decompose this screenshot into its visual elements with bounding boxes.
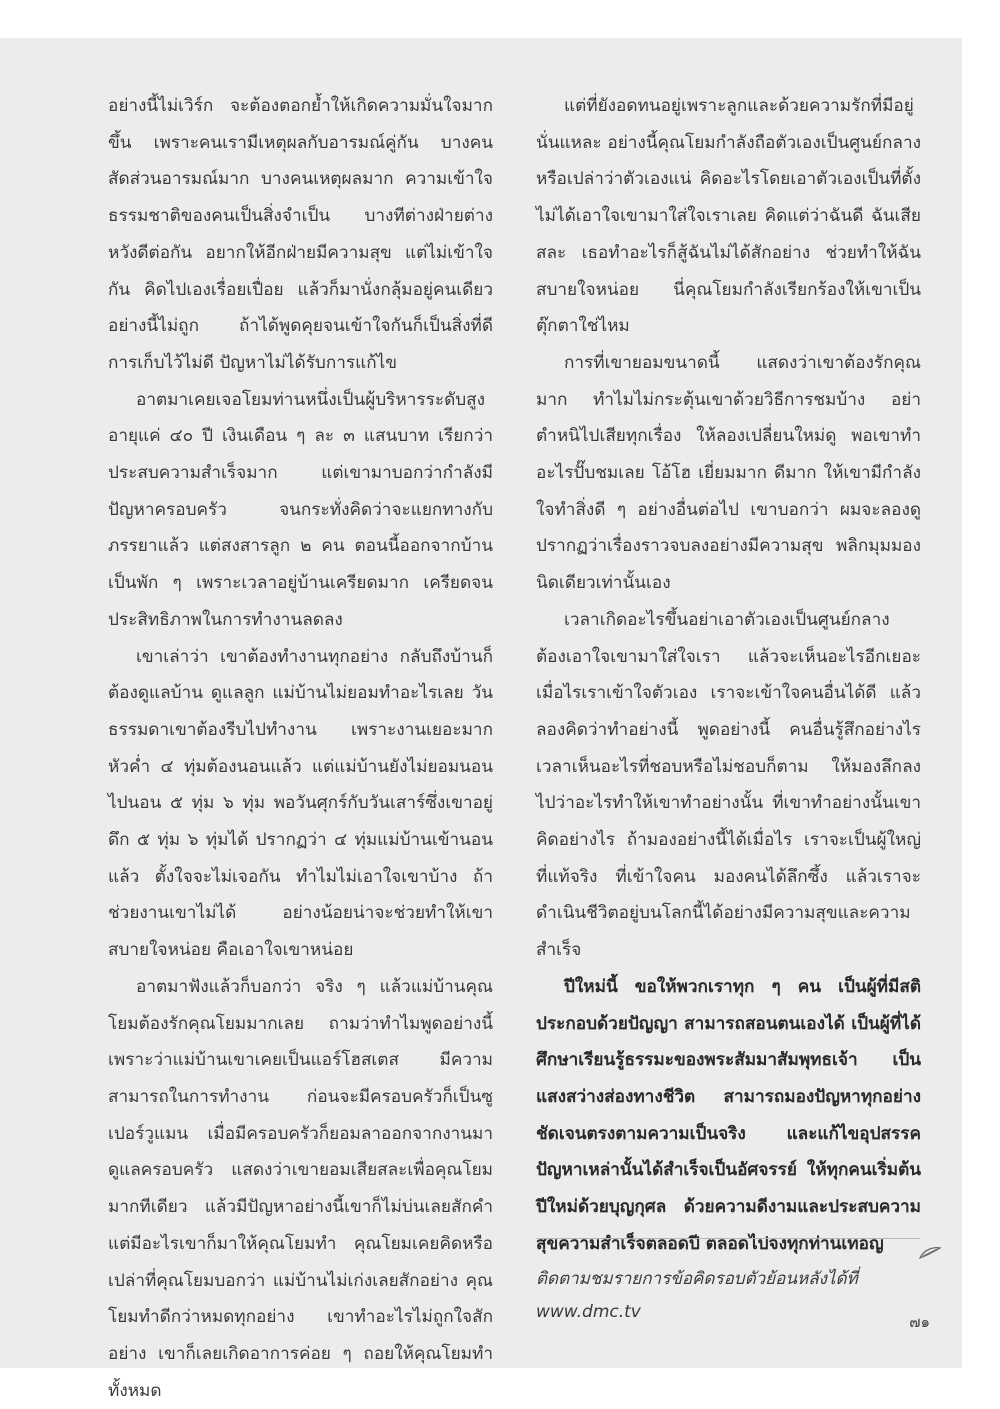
paragraph: อาตมาฟังแล้วก็บอกว่า จริง ๆ แล้วแม่บ้านคุณโยมต้องรักคุณโยมมากเลย ถามว่าทำไมพูดอย่างนี้ เพราะว่าแม่บ้านเขาเคยเป็นแอร์โฮสเตส มีความสามารถในการทำงาน ก่อนจะมีครอบครัวก็เป็นซูเปอร์วูแมน เมื่อมีครอบครัวก็ยอมลาออกจากงานมาดูแลครอบครัว แสดงว่าเขายอมเสียสละเพื่อคุณโยมมากทีเดียว แล้วมีปัญหาอย่างนี้เขาก็ไม่บ่นเลยสักคำ แต่มีอะไรเขาก็มาให้คุณโยมทำ คุณโยมเคยคิดหรือเปล่าที่คุณโยมบอกว่า แม่บ้านไม่เก่งเลยสักอย่าง คุณโยมทำดีกว่าหมดทุกอย่าง เขาทำอะไรไม่ถูกใจสักอย่าง เขาก็เลยเกิดอาการค่อย ๆ ถอยให้คุณโยมทำทั้งหมด bbox=[108, 976, 493, 1401]
footnote-text: ติดตามชมรายการข้อคิดรอบตัวย้อนหลังได้ที่ bbox=[536, 1269, 858, 1289]
footnote-url: www.dmc.tv bbox=[536, 1302, 641, 1322]
footnote bbox=[536, 1263, 926, 1329]
paragraph: เขาเล่าว่า เขาต้องทำงานทุกอย่าง กลับถึงบ้านก็ต้องดูแลบ้าน ดูแลลูก แม่บ้านไม่ยอมทำอะไรเลย วันธรรมดาเขาต้องรีบไปทำงาน เพราะงานเยอะมาก หัวค่ำ ๔ ทุ่มต้องนอนแล้ว แต่แม่บ้านยังไม่ยอมนอนไปนอน ๕ ทุ่ม ๖ ทุ่ม พอวันศุกร์กับวันเสาร์ซึ่งเขาอยู่ดึก ๕ ทุ่ม ๖ ทุ่มได้ ปรากฏว่า ๔ ทุ่มแม่บ้านเข้านอนแล้ว ตั้งใจจะไม่เจอกัน ทำไมไม่เอาใจเขาบ้าง ถ้าช่วยงานเขาไม่ได้ อย่างน้อยน่าจะช่วยทำให้เขาสบายใจหน่อย คือเอาใจเขาหน่อย bbox=[108, 646, 493, 961]
footnote-divider bbox=[536, 1238, 920, 1239]
left-column bbox=[108, 88, 493, 1409]
paragraph: การที่เขายอมขนาดนี้ แสดงว่าเขาต้องรักคุณมาก ทำไมไม่กระตุ้นเขาด้วยวิธีการชมบ้าง อย่าตำหนิไปเสียทุกเรื่อง ให้ลองเปลี่ยนใหม่ดู พอเขาทำอะไรปั๊บชมเลย โอ้โฮ เยี่ยมมาก ดีมาก ให้เขามีกำลังใจทำสิ่งดี ๆ อย่างอื่นต่อไป เขาบอกว่า ผมจะลองดู ปรากฏว่าเรื่องราวจบลงอย่างมีความสุข พลิกมุมมองนิดเดียวเท่านั้นเอง bbox=[536, 352, 921, 594]
paragraph: อย่างนี้ไม่เวิร์ก จะต้องตอกย้ำให้เกิดความมั่นใจมากขึ้น เพราะคนเรามีเหตุผลกับอารมณ์คู่กัน บางคนสัดส่วนอารมณ์มาก บางคนเหตุผลมาก ความเข้าใจธรรมชาติของคนเป็นสิ่งจำเป็น บางทีต่างฝ่ายต่างหวังดีต่อกัน อยากให้อีกฝ่ายมีความสุข แต่ไม่เข้าใจกัน คิดไปเองเรื่อยเปื่อย แล้วก็มานั่งกลุ้มอยู่คนเดียว อย่างนี้ไม่ถูก ถ้าได้พูดคุยจนเข้าใจกันก็เป็นสิ่งที่ดี การเก็บไว้ไม่ดี ปัญหาไม่ได้รับการแก้ไข bbox=[108, 96, 493, 373]
paragraph: อาตมาเคยเจอโยมท่านหนึ่งเป็นผู้บริหารระดับสูง อายุแค่ ๔๐ ปี เงินเดือน ๆ ละ ๓ แสนบาท เรียกว่าประสบความสำเร็จมาก แต่เขามาบอกว่ากำลังมีปัญหาครอบครัว จนกระทั่งคิดว่าจะแยกทางกับภรรยาแล้ว แต่สงสารลูก ๒ คน ตอนนี้ออกจากบ้านเป็นพัก ๆ เพราะเวลาอยู่บ้านเครียดมาก เครียดจนประสิทธิภาพในการทำงานลดลง bbox=[108, 389, 493, 630]
right-column bbox=[536, 88, 921, 1263]
closing-blessing-text: ปีใหม่นี้ ขอให้พวกเราทุก ๆ คน เป็นผู้ที่มีสติประกอบด้วยปัญญา สามารถสอนตนเองได้ เป็นผู้ที่ได้ศึกษาเรียนรู้ธรรมะของพระสัมมาสัมพุทธเจ้า เป็นแสงสว่างส่องทางชีวิต สามารถมองปัญหาทุกอย่างชัดเจนตรงตามความเป็นจริง และแก้ไขอุปสรรคปัญหาเหล่านั้นได้สำเร็จเป็นอัศจรรย์ ให้ทุกคนเริ่มต้นปีใหม่ด้วยบุญกุศล ด้วยความดีงามและประสบความสุขความสำเร็จตลอดปี ตลอดไปจงทุกท่านเทอญ bbox=[536, 976, 921, 1254]
closing-blessing bbox=[536, 969, 921, 1263]
paragraph: แต่ที่ยังอดทนอยู่เพราะลูกและด้วยความรักที่มีอยู่นั่นแหละ อย่างนี้คุณโยมกำลังถือตัวเองเป็นศูนย์กลางหรือเปล่าว่าตัวเองแน่ คิดอะไรโดยเอาตัวเองเป็นที่ตั้ง ไม่ได้เอาใจเขามาใส่ใจเราเลย คิดแต่ว่าฉันดี ฉันเสียสละ เธอทำอะไรก็สู้ฉันไม่ได้สักอย่าง ช่วยทำให้ฉันสบายใจหน่อย นี่คุณโยมกำลังเรียกร้องให้เขาเป็นตุ๊กตาใช่ไหม bbox=[536, 96, 921, 337]
paragraph: เวลาเกิดอะไรขึ้นอย่าเอาตัวเองเป็นศูนย์กลาง ต้องเอาใจเขามาใส่ใจเรา แล้วจะเห็นอะไรอีกเยอะ เมื่อไรเราเข้าใจตัวเอง เราจะเข้าใจคนอื่นได้ดี แล้วลองคิดว่าทำอย่างนี้ พูดอย่างนี้ คนอื่นรู้สึกอย่างไร เวลาเห็นอะไรที่ชอบหรือไม่ชอบก็ตาม ให้มองลึกลงไปว่าอะไรทำให้เขาทำอย่างนั้น ที่เขาทำอย่างนั้นเขาคิดอย่างไร ถ้ามองอย่างนี้ได้เมื่อไร เราจะเป็นผู้ใหญ่ที่แท้จริง ที่เข้าใจคน มองคนได้ลึกซึ้ง แล้วเราจะดำเนินชีวิตอยู่บนโลกนี้ได้อย่างมีความสุขและความสำเร็จ bbox=[536, 609, 921, 961]
page-number: ๗๑ bbox=[909, 1313, 930, 1331]
